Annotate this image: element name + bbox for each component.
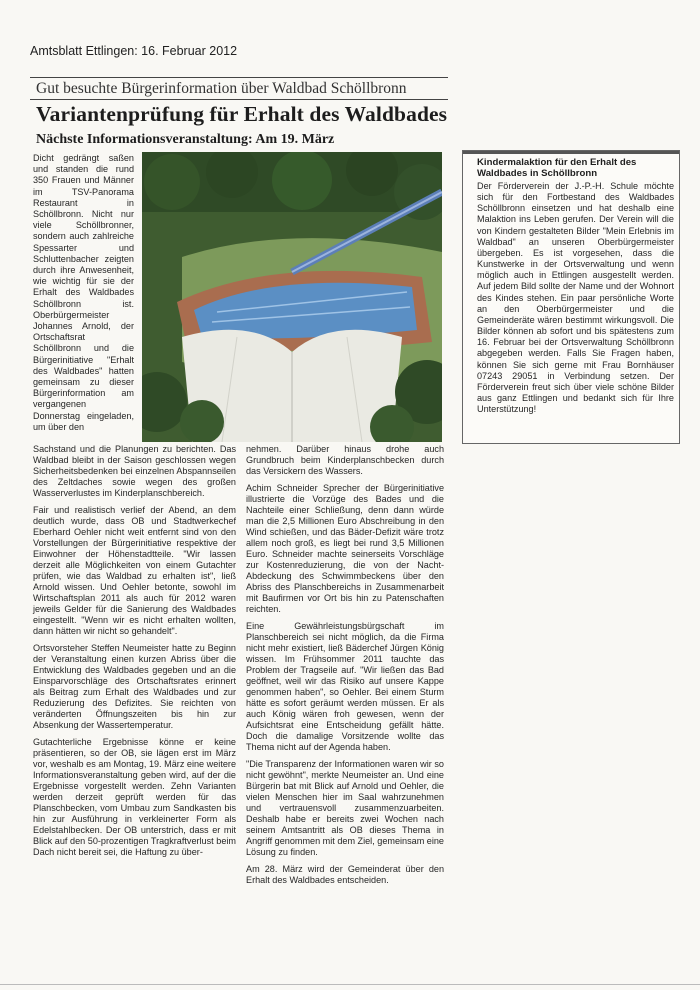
article-left-column (33, 444, 236, 858)
article-headline: Variantenprüfung für Erhalt des Waldbades (36, 102, 448, 126)
page-bottom-rule (0, 984, 700, 985)
masthead: Amtsblatt Ettlingen: 16. Februar 2012 (30, 44, 238, 58)
article-subhead: Nächste Informationsveranstaltung: Am 19. März (36, 132, 335, 147)
sidebar-top-bar (463, 151, 679, 154)
waldbad-aerial-photo (142, 152, 442, 442)
article-paragraph: Ortsvorsteher Steffen Neumeister hatte zu Beginn der Veranstaltung einen kurzen Abriss über die Entwicklung des Waldbades gegeben und an die Einsparvorschläge des Ortschaftsrates erinnert als Beitrag zum Erhalt des Waldbades und zur Reduzierung des Defizites. Sie reichten von veränderten Öffnungszeiten bis hin zur Absenkung der Wassertemperatur. (33, 643, 236, 730)
article-paragraph: "Die Transparenz der Informationen waren wir so nicht gewöhnt", merkte Neumeister an. Und eine Bürgerin bat mit Blick auf Arnold und Oehler, die vielen Menschen hier im Saal wahrzunehmen und vertrauensvoll zusammenzuarbeiten. Deshalb habe er bereits zwei Wochen nach seinem Amtsantritt als OB dieses Thema in Angriff genommen mit dem Ziel, gemeinsam eine Lösung zu finden. (246, 759, 444, 857)
article-paragraph: Am 28. März wird der Gemeinderat über den Erhalt des Waldbades entscheiden. (246, 864, 444, 885)
article-paragraph: Sachstand und die Planungen zu berichten. Das Waldbad bleibt in der Saison geschlossen wegen Sicherheitsbedenken bei einzelnen Abspannseilen des Zeltdaches sowie wegen des großen Wasserverlustes im Kinderplanschbereich. (33, 444, 236, 498)
article-paragraph: Fair und realistisch verlief der Abend, an dem deutlich wurde, dass OB und Stadtwerkechef Eberhard Oehler nicht weit entfernt sind von den Vorstellungen der Bürgerinitiative respektive der Einwohner der Höhenstadtteile. "Wir lassen derzeit alle Möglichkeiten von einem Gutachter prüfen, wie das Waldbad zu erhalten ist", ließ Arnold wissen. Und Oehler betonte, sowohl im Wirtschaftsplan 2011 als auch für 2012 waren jeweils Gelder für die Sanierung des Waldbades eingestellt. "Wenn wir es nicht erhalten wollten, dann hätten wir nicht so gehandelt". (33, 505, 236, 636)
article-kicker: Gut besuchte Bürgerinformation über Waldbad Schöllbronn (36, 80, 407, 97)
kicker-bottom-rule (30, 99, 448, 100)
article-paragraph: Achim Schneider Sprecher der Bürgerinitiative illustrierte die Vorzüge des Bades und die Nachteile einer Schließung, denn dann würde man die 2,5 Millionen Euro Abschreibung in den Wind schießen, und das Bäder-Defizit wäre trotz allem noch groß, es liegt bei rund 3,5 Millionen Euro. Schneider machte seinerseits Vorschläge zur Kostenreduzierung, die von der Nacht-Abdeckung des Schwimmbeckens über den Abriss des Planschbereichs in Zusammenarbeit mit Baufirmen vor Ort bis hin zu Patenschaften reichten. (246, 483, 444, 614)
kicker-top-rule (30, 77, 448, 78)
article-paragraph: nehmen. Darüber hinaus drohe auch Grundbruch beim Kinderplanschbecken durch das Versickern des Wassers. (246, 444, 444, 476)
article-intro: Dicht gedrängt saßen und standen die rund 350 Frauen und Männer im TSV-Panorama Restaurant in Schöllbronn. Nicht nur viele Schöllbronner, sondern auch zahlreiche Spessarter und Schluttenbacher zeigten durch ihre Anwesenheit, wie wichtig für sie der Erhalt des Waldbades Schöllbronn ist. Oberbürgermeister Johannes Arnold, der Ortschaftsrat Schöllbronn und die Bürgerinitiative "Erhalt des Waldbades" hatten gemeinsam zu dieser Bürgerinformation am vergangenen Donnerstag eingeladen, um über den (33, 153, 134, 432)
sidebar-box (462, 150, 680, 444)
article-right-column (246, 444, 444, 886)
sidebar-body: Der Förderverein der J.-P.-H. Schule möchte sich für den Fortbestand des Waldbades Schöllbronn einsetzen und hat deshalb eine Malaktion ins Leben gerufen. Der Verein will die von Kindern gestalteten Bilder "Mein Erlebnis im Waldbad" an unseren Oberbürgermeister übergeben. Es ist vorgesehen, dass die Kunstwerke in der Ortsverwaltung und wenn möglich auch in Ettlingen ausgestellt werden. Auf jedem Bild sollte der Name und der Wohnort des Kindes stehen. Ein paar persönliche Worte an den Oberbürgermeister und die Gemeinderäte wären bestimmt wirkungsvoll. Die Bilder können ab sofort und bis spätestens zum 16. Februar bei der Ortsverwaltung Schöllbronn abgegeben werden. Falls Sie Fragen haben, können Sie sich gerne mit Frau Bornhäuser 07243 29051 in Verbindung setzen. Der Förderverein freut sich über viele schöne Bilder aus ganz Ettlingen und bedankt sich für Ihre Unterstützung! (477, 181, 674, 415)
sidebar-title: Kindermalaktion für den Erhalt des Waldbades in Schöllbronn (477, 157, 637, 179)
article-paragraph: Eine Gewährleistungsbürgschaft im Planschbereich sei nicht möglich, da die Firma nicht mehr existiert, ließ Bäderchef Jürgen König wissen. Im Frühsommer 2011 tauchte das Problem der Tragseile auf. "Wir ließen das Bad geöffnet, weil wir das Risiko auf unsere Kappe genommen haben", so Oehler. Bei einem Sturm hätte es sofort geräumt werden müssen. Er als auch König wären froh gewesen, wenn der Aufsichtsrat eine Entscheidung gefällt hätte. Doch die damalige Vorsitzende wollte das Thema nicht auf der Agenda haben. (246, 621, 444, 752)
article-paragraph: Gutachterliche Ergebnisse könne er keine präsentieren, so der OB, sie lägen erst im März vor, weshalb es am Montag, 19. März eine weitere Informationsveranstaltung geben wird, auf der die Ergebnisse vorgestellt werden. Zehn Varianten werden derzeit geprüft werden für das Planschbecken, vom Umbau zum Sandkasten bis hin zur Ausführung in verkleinerter Form als Edelstahlbecken. Der OB unterstrich, dass er mit Blick auf den 50-prozentigen Tragkraftverlust beim Dach nicht bereit sei, die Haftung zu über- (33, 737, 236, 857)
